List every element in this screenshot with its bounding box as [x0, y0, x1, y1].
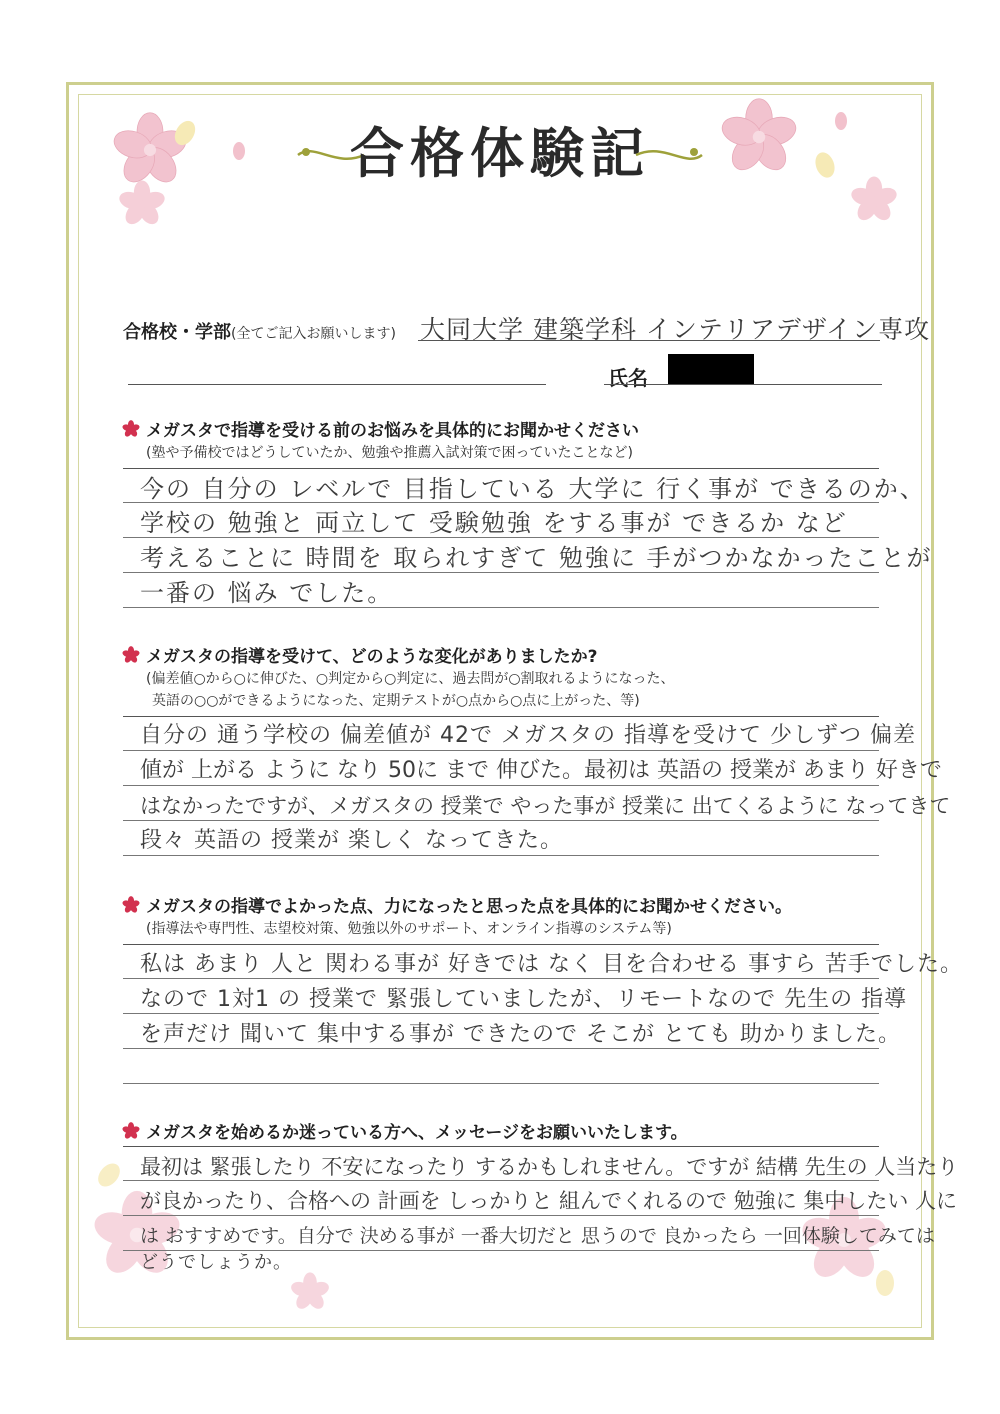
sakura-bullet-icon	[122, 646, 140, 664]
school-value: 大同大学 建築学科 インテリアデザイン専攻	[420, 315, 931, 344]
question-1-heading: メガスタで指導を受ける前のお悩みを具体的にお聞かせください	[122, 416, 639, 441]
answer-3-line: 私は あまり 人と 関わる事が 好きでは なく 目を合わせる 事すら 苦手でした。	[140, 952, 963, 977]
answer-1-line: 一番の 悩み でした。	[140, 579, 394, 607]
answer-4-line: どうでしょうか。	[140, 1252, 292, 1273]
blank-underline	[128, 384, 546, 385]
answer-1-line: 今の 自分の レベルで 目指している 大学に 行く事が できるのか、	[140, 475, 926, 503]
answer-4-line: が良かったり、合格への 計画を しっかりと 組んでくれるので 勉強に 集中したい 人に	[140, 1189, 958, 1213]
answer-1-line: 考えることに 時間を 取られすぎて 勉強に 手がつかなかったことが	[140, 544, 933, 572]
petal-yellow-icon	[94, 1160, 124, 1190]
answer-2-line: 値が 上がる ように なり 50に まで 伸びた。最初は 英語の 授業が あまり 好きで	[140, 758, 942, 783]
answer-4-line: 最初は 緊張したり 不安になったり するかもしれません。ですが 結構 先生の 人当たり	[140, 1155, 959, 1179]
question-2-sub: 英語の○○ができるようになった、定期テストが○点から○点に上がった、等)	[152, 693, 640, 709]
name-label: 氏名	[608, 366, 648, 390]
answer-line	[123, 468, 879, 469]
name-underline	[604, 384, 882, 385]
answer-2-line: 自分の 通う学校の 偏差値が 42で メガスタの 指導を受けて 少しずつ 偏差	[140, 723, 916, 748]
petal-yellow-icon	[870, 1268, 900, 1298]
question-4-heading: メガスタを始めるか迷っている方へ、メッセージをお願いいたします。	[122, 1118, 688, 1143]
name-redaction	[668, 354, 754, 384]
answer-3-line: なので 1対1 の 授業で 緊張していましたが、リモートなので 先生の 指導	[140, 987, 908, 1012]
question-3-sub: (指導法や専門性、志望校対策、勉強以外のサポート、オンライン指導のシステム等)	[146, 921, 672, 937]
question-2-heading: メガスタの指導を受けて、どのような変化がありましたか?	[122, 642, 598, 667]
answer-1-line: 学校の 勉強と 両立して 受験勉強 をする事が できるか など	[140, 509, 848, 537]
school-underline	[418, 340, 880, 341]
cherry-blossom-icon	[290, 1272, 330, 1312]
question-1-sub: (塾や予備校ではどうしていたか、勉強や推薦入試対策で困っていたことなど)	[146, 445, 633, 461]
page-title: 合格体験記	[350, 121, 650, 185]
answer-line	[123, 1083, 879, 1084]
question-3-heading: メガスタの指導でよかった点、力になったと思った点を具体的にお聞かせください。	[122, 892, 792, 917]
school-note: (全てご記入お願いします)	[231, 326, 396, 342]
question-2-sub: (偏差値○から○に伸びた、○判定から○判定に、過去問が○割取れるようになった、	[146, 671, 675, 687]
answer-2-line: はなかったですが、メガスタの 授業で やった事が 授業に 出てくるように なってきて	[140, 794, 951, 818]
answer-line	[123, 944, 879, 945]
sakura-bullet-icon	[122, 896, 140, 914]
sakura-bullet-icon	[122, 420, 140, 438]
answer-line	[123, 716, 879, 717]
answer-line	[123, 1146, 879, 1147]
answer-4-line: は おすすめです。自分で 決める事が 一番大切だと 思うので 良かったら 一回体験してみては	[140, 1225, 935, 1247]
school-label: 合格校・学部(全てご記入お願いします)	[123, 322, 396, 343]
sakura-bullet-icon	[122, 1122, 140, 1140]
answer-2-line: 段々 英語の 授業が 楽しく なってきた。	[140, 828, 563, 853]
answer-3-line: を声だけ 聞いて 集中する事が できたので そこが とても 助かりました。	[140, 1022, 901, 1047]
title-ornament-right-icon	[634, 142, 704, 168]
